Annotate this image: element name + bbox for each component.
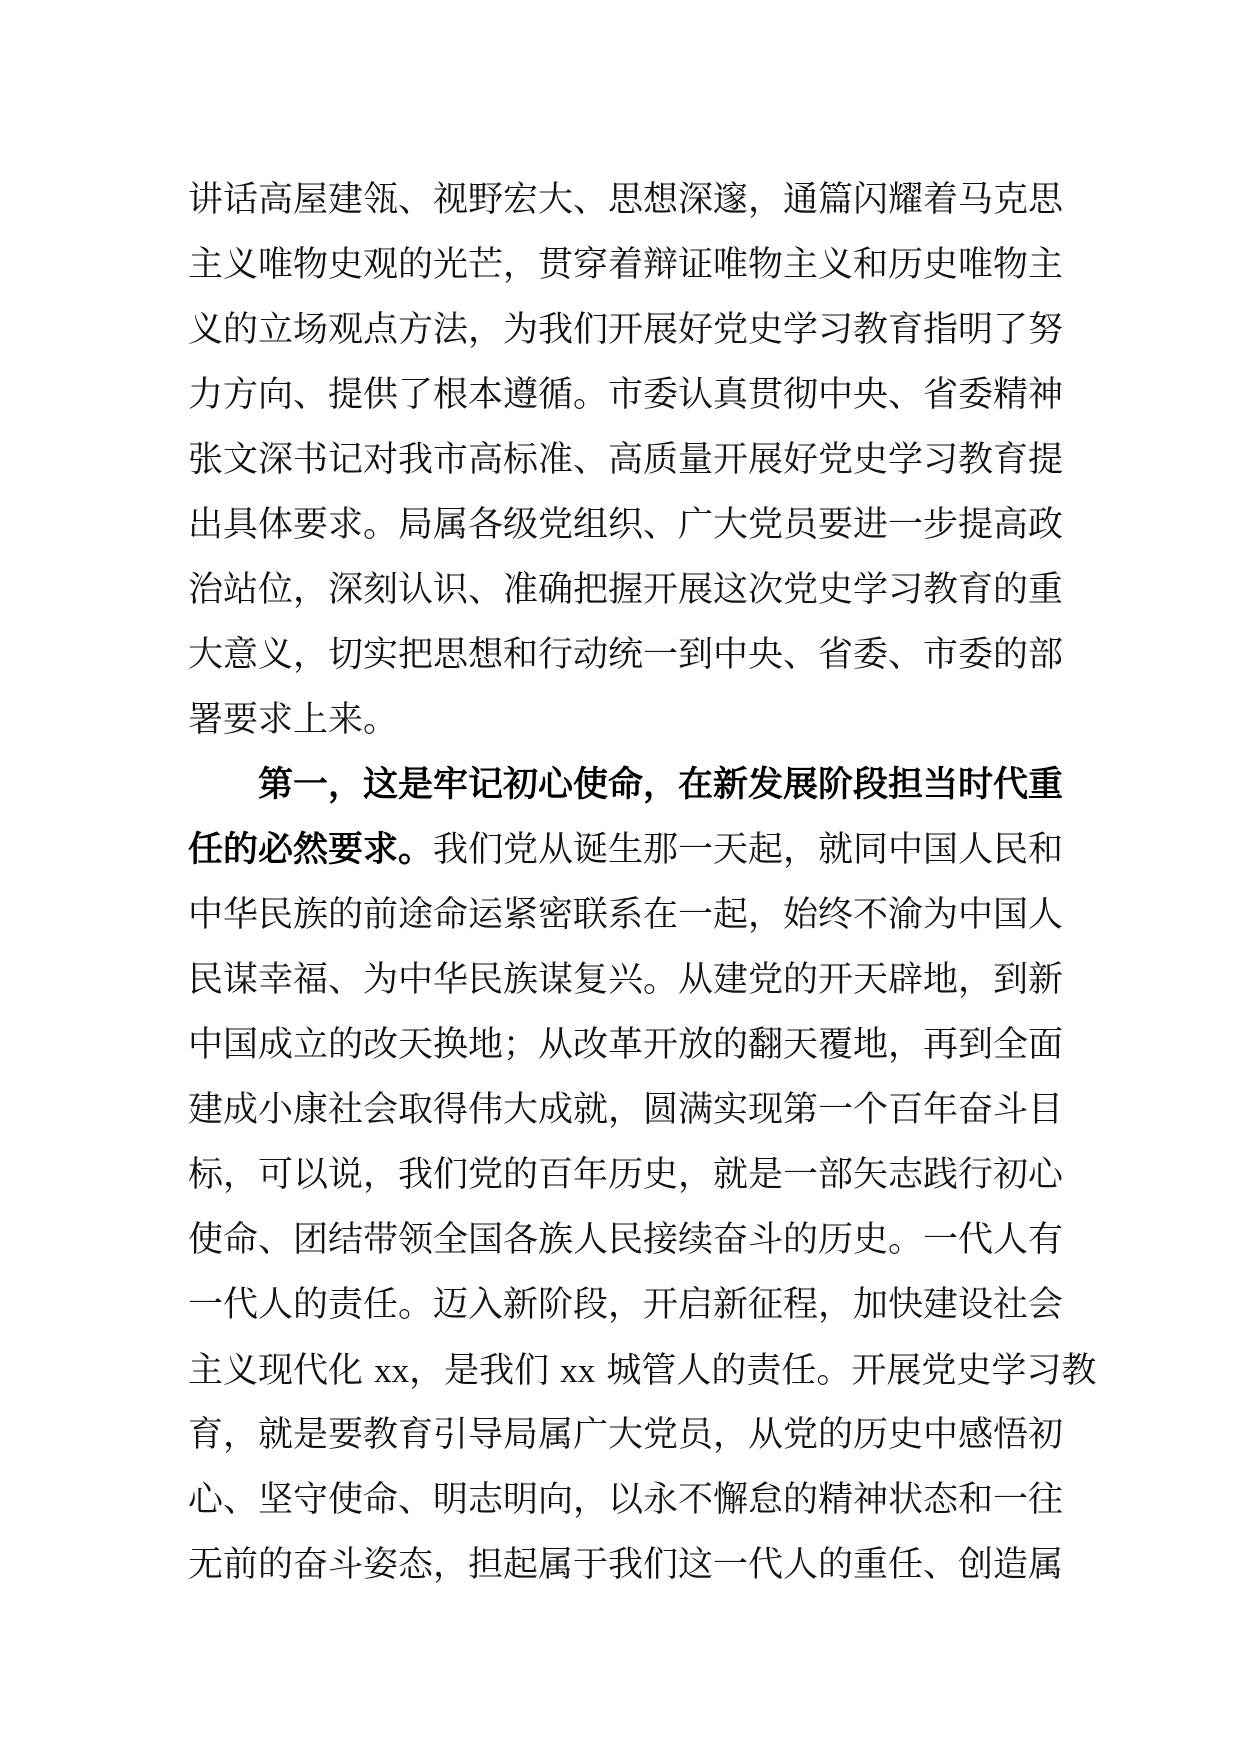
- section-heading: 第一，这是牢记初心使命，在新发展阶段担当时代重: [258, 765, 1064, 805]
- text-segment: 城管人的责任。开展党史学习教: [595, 1351, 1097, 1391]
- text-line: 义的立场观点方法，为我们开展好党史学习教育指明了努: [188, 310, 1064, 350]
- section-heading-end: 任的必然要求。: [188, 830, 434, 870]
- text-line: 署要求上来。: [188, 700, 399, 740]
- text-segment: ，是我们: [409, 1351, 561, 1391]
- text-line: 建成小康社会取得伟大成就，圆满实现第一个百年奋斗目: [188, 1090, 1064, 1130]
- text-line: 张文深书记对我市高标准、高质量开展好党史学习教育提: [188, 440, 1064, 480]
- text-line: 标，可以说，我们党的百年历史，就是一部矢志践行初心: [188, 1155, 1064, 1195]
- text-segment: 主义现代化: [188, 1351, 375, 1391]
- text-line: 使命、团结带领全国各族人民接续奋斗的历史。一代人有: [188, 1220, 1064, 1260]
- text-line: [188, 1338, 1097, 1403]
- placeholder-text: xx: [560, 1351, 596, 1390]
- text-line: 主义唯物史观的光芒，贯穿着辩证唯物主义和历史唯物主: [188, 245, 1064, 285]
- text-line: [188, 818, 1064, 883]
- paragraph-1: [188, 168, 1064, 753]
- text-line: 出具体要求。局属各级党组织、广大党员要进一步提高政: [188, 505, 1064, 545]
- text-line: 无前的奋斗姿态，担起属于我们这一代人的重任、创造属: [188, 1545, 1064, 1585]
- text-line: 讲话高屋建瓴、视野宏大、思想深邃，通篇闪耀着马克思: [188, 180, 1064, 220]
- text-line: 力方向、提供了根本遵循。市委认真贯彻中央、省委精神: [188, 375, 1064, 415]
- text-line: 中华民族的前途命运紧密联系在一起，始终不渝为中国人: [188, 895, 1064, 935]
- placeholder-text: xx: [374, 1351, 410, 1390]
- text-line: 民谋幸福、为中华民族谋复兴。从建党的开天辟地，到新: [188, 960, 1064, 1000]
- paragraph-2: [188, 753, 1097, 1598]
- text-line: 治站位，深刻认识、准确把握开展这次党史学习教育的重: [188, 570, 1064, 610]
- text-line: 心、坚守使命、明志明向，以永不懈怠的精神状态和一往: [188, 1480, 1064, 1520]
- text-line: 中国成立的改天换地；从改革开放的翻天覆地，再到全面: [188, 1025, 1064, 1065]
- text-line: 大意义，切实把思想和行动统一到中央、省委、市委的部: [188, 635, 1064, 675]
- text-line: 育，就是要教育引导局属广大党员，从党的历史中感悟初: [188, 1415, 1064, 1455]
- body-text: [188, 168, 1097, 1598]
- text-segment: 我们党从诞生那一天起，就同中国人民和: [433, 830, 1064, 870]
- text-line: 一代人的责任。迈入新阶段，开启新征程，加快建设社会: [188, 1285, 1064, 1325]
